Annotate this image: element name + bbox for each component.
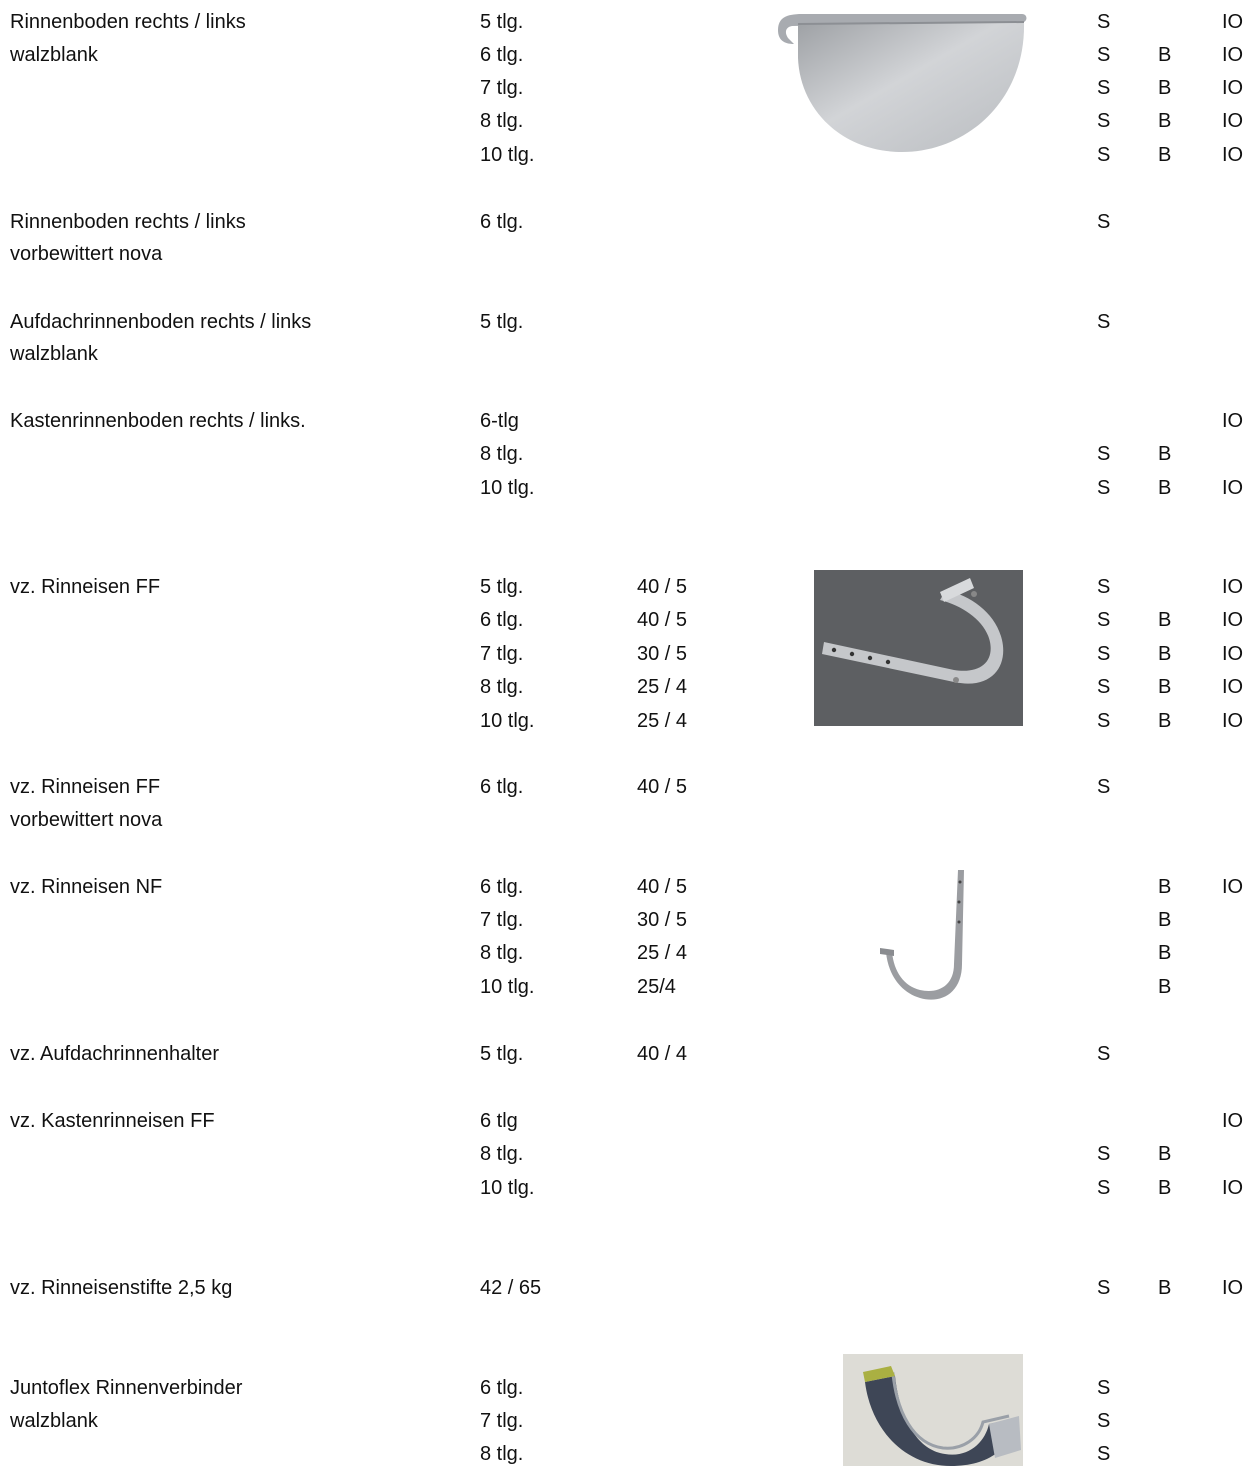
cell-io: IO — [1222, 1177, 1244, 1199]
cell-s: S — [1097, 44, 1111, 66]
cell-name: Aufdachrinnenboden rechts / links — [10, 311, 312, 333]
cell-name: walzblank — [10, 44, 98, 66]
cell-size: 7 tlg. — [480, 909, 524, 931]
cell-dim: 40 / 5 — [637, 876, 688, 898]
cell-dim: 40 / 5 — [637, 576, 688, 598]
cell-s: S — [1097, 609, 1111, 631]
cell-dim: 40 / 4 — [637, 1043, 688, 1065]
cell-s: S — [1097, 643, 1111, 665]
cell-dim: 30 / 5 — [637, 909, 688, 931]
cell-name: vz. Aufdachrinnenhalter — [10, 1043, 220, 1065]
cell-name: Juntoflex Rinnenverbinder — [10, 1377, 243, 1399]
cell-s: S — [1097, 77, 1111, 99]
cell-s: S — [1097, 443, 1111, 465]
cell-s: S — [1097, 1143, 1111, 1165]
cell-size: 6-tlg — [480, 410, 519, 432]
cell-b: B — [1158, 942, 1172, 964]
cell-io: IO — [1222, 11, 1244, 33]
cell-size: 7 tlg. — [480, 1410, 524, 1432]
cell-b: B — [1158, 77, 1172, 99]
cell-s: S — [1097, 311, 1111, 333]
cell-size: 8 tlg. — [480, 1143, 524, 1165]
cell-dim: 25 / 4 — [637, 710, 688, 732]
cell-dim: 30 / 5 — [637, 643, 688, 665]
cell-dim: 40 / 5 — [637, 776, 688, 798]
cell-size: 6 tlg. — [480, 44, 524, 66]
cell-s: S — [1097, 1277, 1111, 1299]
cell-size: 5 tlg. — [480, 1043, 524, 1065]
cell-size: 10 tlg. — [480, 477, 535, 499]
cell-io: IO — [1222, 77, 1244, 99]
cell-size: 6 tlg. — [480, 211, 524, 233]
cell-size: 6 tlg — [480, 1110, 518, 1132]
cell-io: IO — [1222, 876, 1244, 898]
cell-size: 10 tlg. — [480, 1177, 535, 1199]
cell-b: B — [1158, 676, 1172, 698]
cell-io: IO — [1222, 477, 1244, 499]
cell-s: S — [1097, 776, 1111, 798]
cell-dim: 25 / 4 — [637, 942, 688, 964]
cell-b: B — [1158, 477, 1172, 499]
cell-name: Kastenrinnenboden rechts / links. — [10, 410, 306, 432]
cell-b: B — [1158, 1177, 1172, 1199]
cell-size: 5 tlg. — [480, 11, 524, 33]
cell-b: B — [1158, 443, 1172, 465]
cell-name: Rinnenboden rechts / links — [10, 11, 246, 33]
cell-name: vorbewittert nova — [10, 809, 163, 831]
cell-size: 5 tlg. — [480, 576, 524, 598]
cell-s: S — [1097, 144, 1111, 166]
cell-io: IO — [1222, 410, 1244, 432]
cell-size: 8 tlg. — [480, 676, 524, 698]
cell-io: IO — [1222, 710, 1244, 732]
cell-s: S — [1097, 110, 1111, 132]
cell-b: B — [1158, 909, 1172, 931]
cell-size: 5 tlg. — [480, 311, 524, 333]
cell-io: IO — [1222, 576, 1244, 598]
cell-s: S — [1097, 676, 1111, 698]
cell-s: S — [1097, 1443, 1111, 1465]
cell-b: B — [1158, 1143, 1172, 1165]
cell-size: 42 / 65 — [480, 1277, 542, 1299]
cell-s: S — [1097, 1043, 1111, 1065]
cell-size: 8 tlg. — [480, 942, 524, 964]
cell-s: S — [1097, 11, 1111, 33]
cell-s: S — [1097, 477, 1111, 499]
cell-size: 10 tlg. — [480, 976, 535, 998]
cell-io: IO — [1222, 643, 1244, 665]
cell-s: S — [1097, 1410, 1111, 1432]
cell-name: vz. Rinneisen NF — [10, 876, 163, 898]
cell-io: IO — [1222, 676, 1244, 698]
cell-name: vz. Rinneisen FF — [10, 576, 161, 598]
cell-size: 6 tlg. — [480, 1377, 524, 1399]
cell-b: B — [1158, 976, 1172, 998]
cell-size: 10 tlg. — [480, 144, 535, 166]
cell-b: B — [1158, 609, 1172, 631]
cell-s: S — [1097, 1377, 1111, 1399]
cell-s: S — [1097, 710, 1111, 732]
gutter-hook-nf-icon — [874, 868, 974, 1008]
gutter-end-cap-icon — [772, 10, 1030, 155]
cell-size: 8 tlg. — [480, 443, 524, 465]
cell-name: vorbewittert nova — [10, 243, 163, 265]
cell-name: vz. Rinneisenstifte 2,5 kg — [10, 1277, 233, 1299]
cell-size: 7 tlg. — [480, 643, 524, 665]
cell-size: 10 tlg. — [480, 710, 535, 732]
cell-name: walzblank — [10, 1410, 98, 1432]
cell-io: IO — [1222, 110, 1244, 132]
cell-size: 6 tlg. — [480, 876, 524, 898]
cell-io: IO — [1222, 144, 1244, 166]
cell-s: S — [1097, 1177, 1111, 1199]
cell-size: 7 tlg. — [480, 77, 524, 99]
cell-b: B — [1158, 44, 1172, 66]
cell-s: S — [1097, 211, 1111, 233]
cell-dim: 25 / 4 — [637, 676, 688, 698]
cell-dim: 25/4 — [637, 976, 676, 998]
cell-b: B — [1158, 876, 1172, 898]
cell-io: IO — [1222, 1110, 1244, 1132]
cell-name: walzblank — [10, 343, 98, 365]
cell-size: 8 tlg. — [480, 110, 524, 132]
cell-b: B — [1158, 144, 1172, 166]
gutter-connector-icon — [843, 1354, 1023, 1466]
cell-io: IO — [1222, 44, 1244, 66]
cell-size: 6 tlg. — [480, 776, 524, 798]
cell-s: S — [1097, 576, 1111, 598]
cell-io: IO — [1222, 1277, 1244, 1299]
cell-b: B — [1158, 110, 1172, 132]
cell-name: vz. Kastenrinneisen FF — [10, 1110, 215, 1132]
cell-b: B — [1158, 710, 1172, 732]
cell-size: 8 tlg. — [480, 1443, 524, 1465]
gutter-bracket-ff-icon — [814, 570, 1023, 726]
cell-b: B — [1158, 1277, 1172, 1299]
cell-size: 6 tlg. — [480, 609, 524, 631]
cell-dim: 40 / 5 — [637, 609, 688, 631]
cell-b: B — [1158, 643, 1172, 665]
cell-name: vz. Rinneisen FF — [10, 776, 161, 798]
cell-io: IO — [1222, 609, 1244, 631]
cell-name: Rinnenboden rechts / links — [10, 211, 246, 233]
